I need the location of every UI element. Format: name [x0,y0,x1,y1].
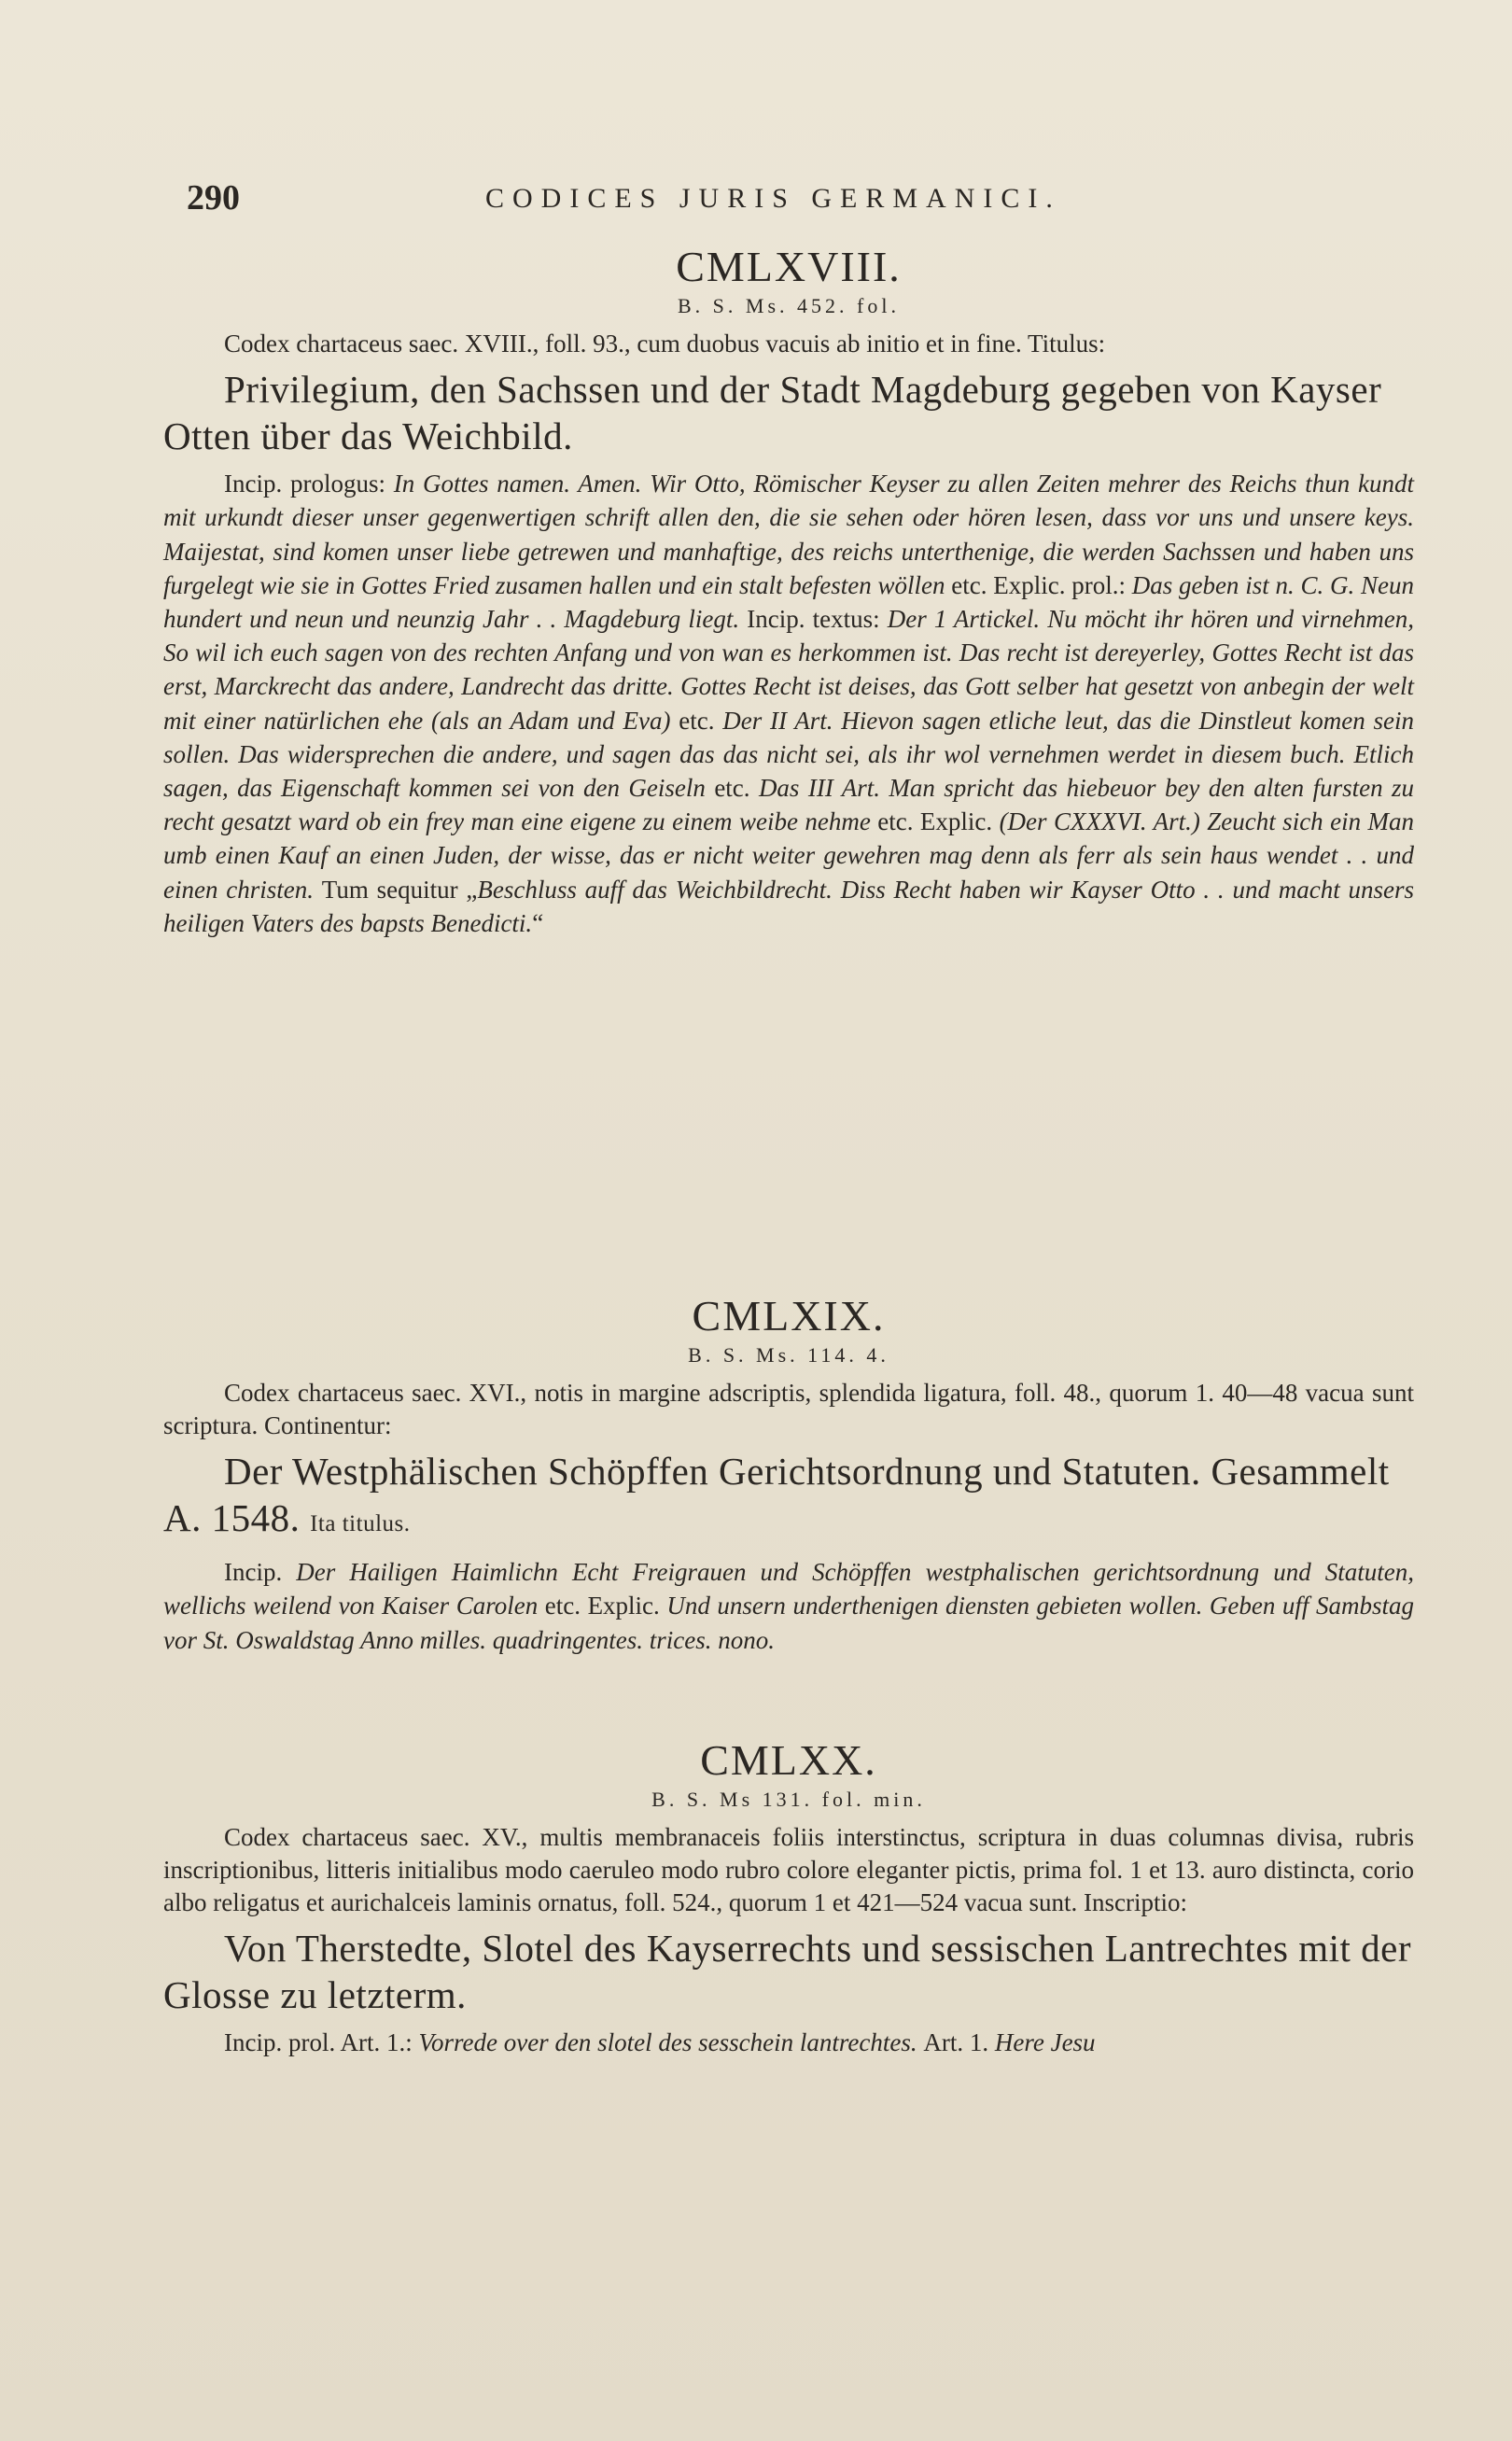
italic-quote: Der Hailigen Haimlichn Echt Freigrauen und Schöpffen westphalischen gerichtsordnung und Statuten, wellichs weilend von Kaiser Carolen [163,1558,1415,1620]
incipit-text [163,2026,1414,2059]
italic-quote: Der 1 Artickel. Nu möcht ihr hören und virnehmen, So wil ich euch sagen von des rechten Anfang und von wan es herkommen ist. Das recht ist dereyerley, Gottes Recht ist das erst, Marckrecht das andere, Landrecht das dritte. Gottes Recht ist deises, das Gott selber hat gesetzt von anbegin der welt mit einer natürlichen ehe (als an Adam und Eva) [163,605,1414,735]
catalog-entry [163,1734,1414,2059]
shelfmark: B. S. Ms. 452. fol. [678,294,900,318]
incipit-text [163,1555,1414,1657]
roman-text: “ [532,908,544,937]
shelfmark: B. S. Ms. 114. 4. [688,1343,889,1368]
italic-quote: Das III Art. Man spricht das hiebeuor bey den alten fursten zu recht gesatzt ward ob ein frey man eine eigene zu einem weibe nehme [163,774,1414,836]
roman-text: Incip. [224,1558,297,1587]
italic-quote: Vorrede over den slotel des sesschein lantrechtes. [418,2028,924,2057]
italic-quote: Und unsern underthenigen diensten gebieten wollen. Geben uff Sambstag vor St. Oswaldstag Anno milles. quadringentes. trices. nono. [163,1592,1414,1654]
roman-text: Incip. textus: [747,605,888,633]
entry-number: CMLXX. [700,1736,877,1784]
page-number: 290 [187,178,240,217]
roman-text: Art. 1. [923,2028,995,2057]
work-title-text: Der Westphälischen Schöpffen Gerichtsordnung und Statuten. Gesammelt A. 1548. [163,1450,1390,1540]
entry-number: CMLXVIII. [676,243,902,290]
roman-text: etc. Explic. [544,1592,667,1620]
codex-description: Codex chartaceus saec. XV., multis membranaceis foliis interstinctus, scriptura in duas columnas divisa, rubris inscriptionibus, litteris initialibus modo caeruleo modo rubro colore eleganter pictis, prima fol. 1 et 13. auro distincta, corio albo religatus et aurichalceis laminis ornatus, foll. 524., quorum 1 et 421—524 vacua sunt. Inscriptio: [163,1823,1414,1917]
roman-text: Incip. prol. Art. 1.: [224,2028,419,2057]
roman-text: etc. Explic. prol.: [951,570,1132,599]
work-title: Von Therstedte, Slotel des Kayserrechts und sessischen Lantrechtes mit der Glosse zu letzterm. [163,1927,1412,2017]
roman-text: Tum sequitur „ [321,875,478,904]
title-suffix: Ita titulus. [310,1511,411,1537]
catalog-entry [163,241,1414,940]
catalog-entry [163,1290,1414,1657]
roman-text: etc. Explic. [877,807,1000,836]
work-title: Privilegium, den Sachssen und der Stadt Magdeburg gegeben von Kayser Otten über das Weichbild. [163,368,1382,458]
shelfmark: B. S. Ms 131. fol. min. [651,1788,926,1812]
entry-number: CMLXIX. [692,1292,886,1340]
italic-quote: Der II Art. Hievon sagen etliche leut, das die Dinstleut komen sein sollen. Das widersprechen die andere, und sagen das das nicht sei, als ihr wol vernehmen werdet in diesem buch. Etlich sagen, das Eigenschaft kommen sei von den Geiseln [163,706,1414,803]
italic-quote: In Gottes namen. Amen. Wir Otto, Römischer Keyser zu allen Zeiten mehrer des Reichs thun kundt mit urkundt dieser unser gegenwertigen schrift allen den, die sie sehen oder hören lesen, dass vor uns und unsere keys. Maijestat, sind komen unser liebe getrewen und manhaftige, des reichs unterthenige, die werden Sachssen und haben uns furgelegt wie sie in Gottes Fried zusamen hallen und ein stalt befesten wöllen [163,470,1415,599]
codex-description: Codex chartaceus saec. XVI., notis in margine adscriptis, splendida ligatura, foll. 48., quorum 1. 40—48 vacua sunt scriptura. Continentur: [163,1379,1414,1440]
codex-description: Codex chartaceus saec. XVIII., foll. 93., cum duobus vacuis ab initio et in fine. Titulus: [224,330,1106,358]
roman-text: etc. [714,774,759,803]
work-title [163,1448,1414,1548]
roman-text: etc. [679,706,723,735]
italic-quote: Here Jesu [994,2028,1096,2057]
page-header [187,177,1363,233]
italic-quote: Beschluss auff das Weichbildrecht. Diss Recht haben wir Kayser Otto . . und macht unsers heiligen Vaters des bapsts Benedicti. [163,875,1415,937]
incipit-text [163,467,1414,940]
roman-text: Incip. prologus: [224,470,394,498]
italic-quote: (Der CXXXVI. Art.) Zeucht sich ein Man umb einen Kauf an einen Juden, der wisse, das er nicht weiter gewehren mag denn als ferr als sein haus wendet . . und einen christen. [163,807,1414,904]
italic-quote: Das geben ist n. C. G. Neun hundert und neun und neunzig Jahr . . Magdeburg liegt. [163,570,1414,633]
running-title: CODICES JURIS GERMANICI. [485,183,1061,214]
